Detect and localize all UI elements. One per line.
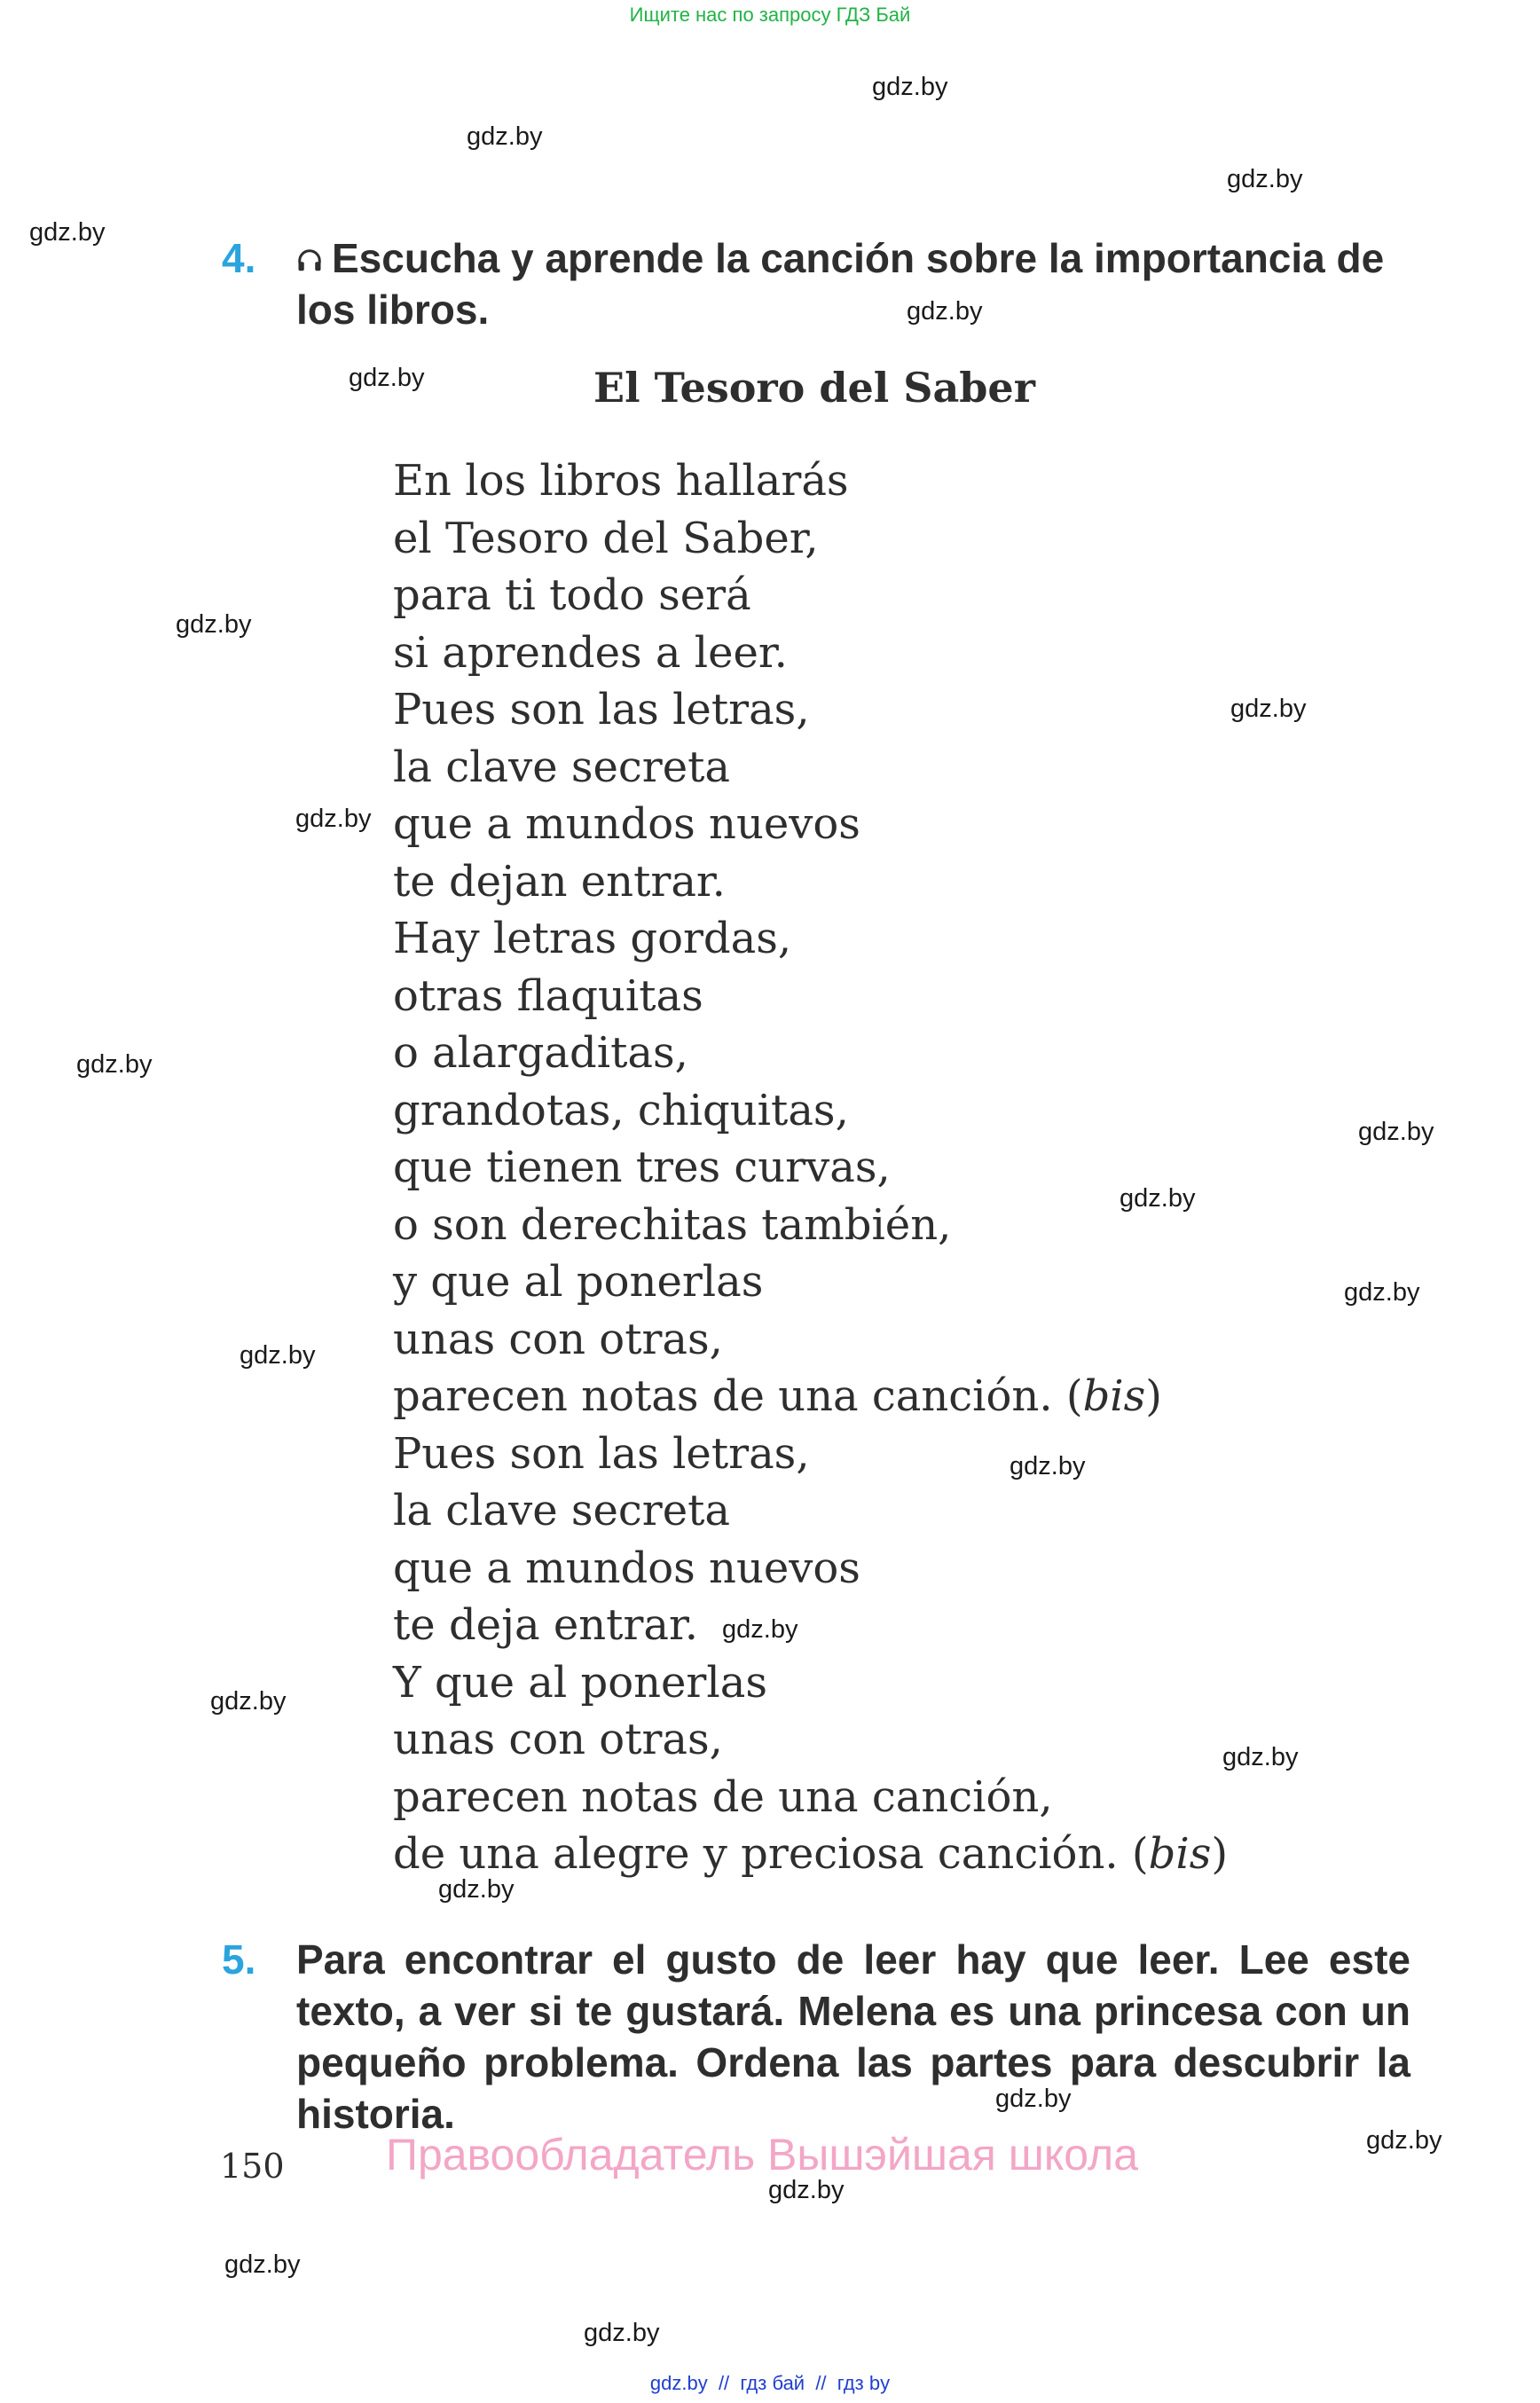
lyric-line-with-bis bbox=[393, 1368, 1228, 1425]
watermark: gdz.by bbox=[467, 122, 543, 151]
watermark: gdz.by bbox=[768, 2176, 845, 2204]
lyric-line: Pues son las letras, bbox=[393, 1428, 810, 1479]
song-title: El Tesoro del Saber bbox=[593, 364, 1035, 412]
footer-links: gdz.by // гдз бай // гдз by bbox=[649, 2372, 891, 2394]
task-5-text: Para encontrar el gusto de leer hay que leer. Lee este texto, a ver si te gustará. Melena es una princesa con un pequeño problema. Ordena las partes para descubrir la historia. bbox=[296, 1936, 1410, 2137]
lyric-line: otras flaquitas bbox=[393, 970, 703, 1021]
bis-open-paren: ( bbox=[1118, 1829, 1149, 1879]
watermark: gdz.by bbox=[29, 218, 106, 247]
lyric-line: que a mundos nuevos bbox=[393, 1543, 860, 1593]
copyright-notice: Правообладатель Вышэйшая школа bbox=[386, 2130, 1138, 2179]
lyric-line: o alargaditas, bbox=[393, 1028, 688, 1078]
lyric-line: unas con otras, bbox=[393, 1715, 723, 1764]
watermark: gdz.by bbox=[295, 805, 372, 833]
lyric-line: te dejan entrar. bbox=[393, 856, 726, 907]
bis-close-paren: ) bbox=[1145, 1371, 1163, 1421]
watermark: gdz.by bbox=[1366, 2126, 1442, 2155]
lyric-line: que a mundos nuevos bbox=[393, 799, 860, 849]
watermark: gdz.by bbox=[1230, 695, 1307, 723]
bis-open-paren: ( bbox=[1052, 1371, 1083, 1421]
lyric-line: y que al ponerlas bbox=[393, 1257, 764, 1307]
bis-marker: bis bbox=[1148, 1829, 1212, 1879]
lyric-line: parecen notas de una canción, bbox=[393, 1771, 1053, 1822]
lyric-line: Pues son las letras, bbox=[393, 685, 810, 734]
lyric-line: Hay letras gordas, bbox=[393, 914, 792, 963]
lyric-line: Y que al ponerlas bbox=[393, 1657, 767, 1708]
headphones-icon bbox=[296, 247, 323, 274]
lyric-line: o son derechitas también, bbox=[393, 1199, 952, 1250]
task-4 bbox=[222, 232, 1410, 335]
watermark: gdz.by bbox=[1358, 1118, 1434, 1146]
watermark: gdz.by bbox=[995, 2085, 1072, 2113]
watermark: gdz.by bbox=[1120, 1184, 1196, 1213]
lyric-text: parecen notas de una canción. bbox=[393, 1371, 1053, 1421]
watermark: gdz.by bbox=[76, 1050, 153, 1079]
lyric-line: si aprendes a leer. bbox=[393, 627, 788, 678]
watermark: gdz.by bbox=[872, 73, 948, 101]
page-number: 150 bbox=[220, 2147, 285, 2186]
task-number: 4. bbox=[222, 235, 256, 281]
watermark: gdz.by bbox=[1227, 165, 1303, 193]
bis-close-paren: ) bbox=[1211, 1829, 1229, 1879]
lyric-line: grandotas, chiquitas, bbox=[393, 1085, 849, 1135]
top-banner: Ищите нас по запросу ГДЗ Бай bbox=[629, 4, 911, 26]
watermark: gdz.by bbox=[438, 1875, 515, 1904]
lyric-line: te deja entrar. bbox=[393, 1600, 698, 1650]
watermark: gdz.by bbox=[176, 610, 252, 639]
lyric-line: la clave secreta bbox=[393, 1486, 731, 1535]
watermark: gdz.by bbox=[1344, 1278, 1420, 1307]
watermark: gdz.by bbox=[224, 2250, 301, 2279]
watermark: gdz.by bbox=[240, 1341, 316, 1370]
watermark: gdz.by bbox=[349, 364, 425, 392]
song-lyrics bbox=[393, 452, 1228, 1883]
watermark: gdz.by bbox=[1222, 1743, 1299, 1771]
lyric-line-with-bis bbox=[393, 1826, 1228, 1883]
watermark: gdz.by bbox=[584, 2319, 660, 2347]
lyric-line: En los libros hallarás bbox=[393, 456, 849, 506]
lyric-line: el Tesoro del Saber, bbox=[393, 513, 819, 563]
bis-marker: bis bbox=[1082, 1371, 1146, 1421]
task-4-text: Escucha y aprende la canción sobre la importancia de los libros. bbox=[296, 235, 1385, 333]
lyric-line: unas con otras, bbox=[393, 1314, 723, 1364]
lyric-line: para ti todo será bbox=[393, 570, 751, 620]
task-number: 5. bbox=[222, 1936, 256, 1983]
watermark: gdz.by bbox=[907, 297, 983, 326]
task-instruction bbox=[222, 232, 1410, 335]
lyric-line: la clave secreta bbox=[393, 742, 731, 792]
watermark: gdz.by bbox=[1010, 1452, 1086, 1480]
lyric-line: que tienen tres curvas, bbox=[393, 1143, 891, 1192]
task-5 bbox=[222, 1934, 1410, 2140]
lyric-text: de una alegre y preciosa canción. bbox=[393, 1829, 1119, 1879]
watermark: gdz.by bbox=[722, 1615, 798, 1644]
watermark: gdz.by bbox=[210, 1687, 287, 1716]
